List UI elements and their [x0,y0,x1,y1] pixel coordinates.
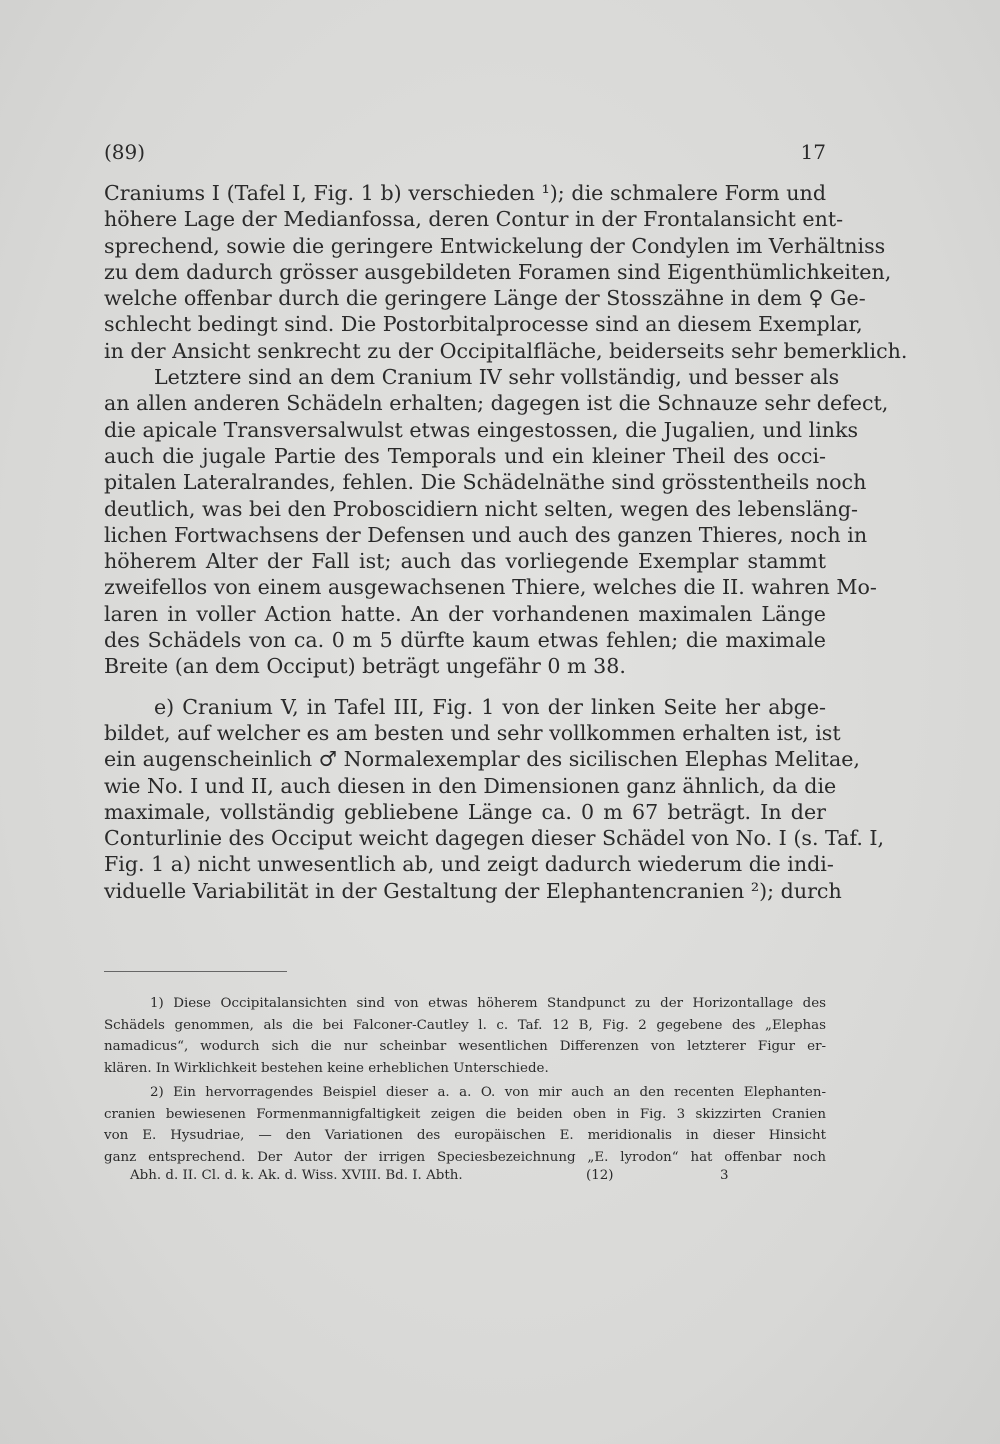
text-line: schlecht bedingt sind. Die Postorbitalprocesse sind an diesem Exemplar, [104,312,863,337]
text-line: des Schädels von ca. 0 m 5 dürfte kaum etwas fehlen; die maximale [104,628,826,653]
original-page-number: (89) [104,140,146,164]
page-number: 17 [800,140,826,164]
body-text [104,180,908,904]
publication-citation: Abh. d. II. Cl. d. k. Ak. d. Wiss. XVIII. Bd. I. Abth. [130,1168,463,1183]
page-header [104,140,826,170]
footnote-line: cranien bewiesenen Formenmannigfaltigkeit zeigen die beiden oben in Fig. 3 skizzirten Cranien [104,1106,826,1122]
footnote-line: Schädels genommen, als die bei Falconer-Cautley l. c. Taf. 12 B, Fig. 2 gegebene des „Elephas [104,1017,826,1033]
text-line: maximale, vollständig gebliebene Länge ca. 0 m 67 beträgt. In der [104,799,826,824]
footnote-divider [104,971,287,972]
text-line: bildet, auf welcher es am besten und sehr vollkommen erhalten ist, ist [104,720,841,745]
signature-mark: 3 [720,1168,729,1183]
text-line: in der Ansicht senkrecht zu der Occipitalfläche, beiderseits sehr bemerklich. [104,338,908,363]
footnote-line: namadicus“, wodurch sich die nur scheinbar wesentlichen Differenzen von letzterer Figur er- [104,1039,826,1054]
text-line: sprechend, sowie die geringere Entwickelung der Condylen im Verhältniss [104,233,886,258]
text-line: deutlich, was bei den Proboscidiern nicht selten, wegen des lebensläng- [104,496,859,521]
text-line: Letztere sind an dem Cranium IV sehr vollständig, und besser als [154,365,840,390]
footnote-line: ganz entsprechend. Der Autor der irrigen Speciesbezeichnung „E. lyrodon“ hat offenbar noch [104,1149,826,1165]
text-line: Breite (an dem Occiput) beträgt ungefähr 0 m 38. [104,654,626,679]
text-line: laren in voller Action hatte. An der vorhandenen maximalen Länge [104,601,826,626]
text-line: Conturlinie des Occiput weicht dagegen dieser Schädel von No. I (s. Taf. I, [104,826,885,851]
section-heading-line: e) Cranium V, in Tafel III, Fig. 1 von der linken Seite her abge- [154,694,826,719]
footnote-line: von E. Hysudriae, — den Variationen des europäischen E. meridionalis in dieser Hinsicht [104,1128,826,1143]
footnote-line: 1) Diese Occipitalansichten sind von etwas höherem Standpunct zu der Horizontallage des [150,996,826,1011]
text-line: welche offenbar durch die geringere Länge der Stosszähne in dem ♀ Ge- [104,286,866,311]
text-line: höhere Lage der Medianfossa, deren Contur in der Frontalansicht ent- [104,207,844,232]
text-line: Fig. 1 a) nicht unwesentlich ab, und zeigt dadurch wiederum die indi- [104,852,834,877]
footnote-line: 2) Ein hervorragendes Beispiel dieser a. a. O. von mir auch an den recenten Elephanten- [150,1085,826,1100]
footnotes [104,993,826,1168]
page-footer [130,1168,730,1190]
text-line: ein augenscheinlich ♂ Normalexemplar des sicilischen Elephas Melitae, [104,747,860,772]
text-line: viduelle Variabilität in der Gestaltung der Elephantencranien ²); durch [104,878,842,903]
sheet-number: (12) [586,1168,614,1183]
text-line: Craniums I (Tafel I, Fig. 1 b) verschieden ¹); die schmalere Form und [104,181,826,205]
text-line: pitalen Lateralrandes, fehlen. Die Schädelnäthe sind grösstentheils noch [104,470,867,495]
text-line: zweifellos von einem ausgewachsenen Thiere, welches die II. wahren Mo- [104,575,877,600]
text-line: auch die jugale Partie des Temporals und ein kleiner Theil des occi- [104,443,826,468]
text-line: die apicale Transversalwulst etwas eingestossen, die Jugalien, und links [104,417,859,442]
text-line: an allen anderen Schädeln erhalten; dagegen ist die Schnauze sehr defect, [104,391,889,416]
text-line: zu dem dadurch grösser ausgebildeten Foramen sind Eigenthümlichkeiten, [104,259,892,284]
text-line: wie No. I und II, auch diesen in den Dimensionen ganz ähnlich, da die [104,773,837,798]
text-line: lichen Fortwachsens der Defensen und auch des ganzen Thieres, noch in [104,522,868,547]
text-line: höherem Alter der Fall ist; auch das vorliegende Exemplar stammt [104,549,826,574]
footnote-line: klären. In Wirklichkeit bestehen keine erheblichen Unterschiede. [104,1060,549,1076]
